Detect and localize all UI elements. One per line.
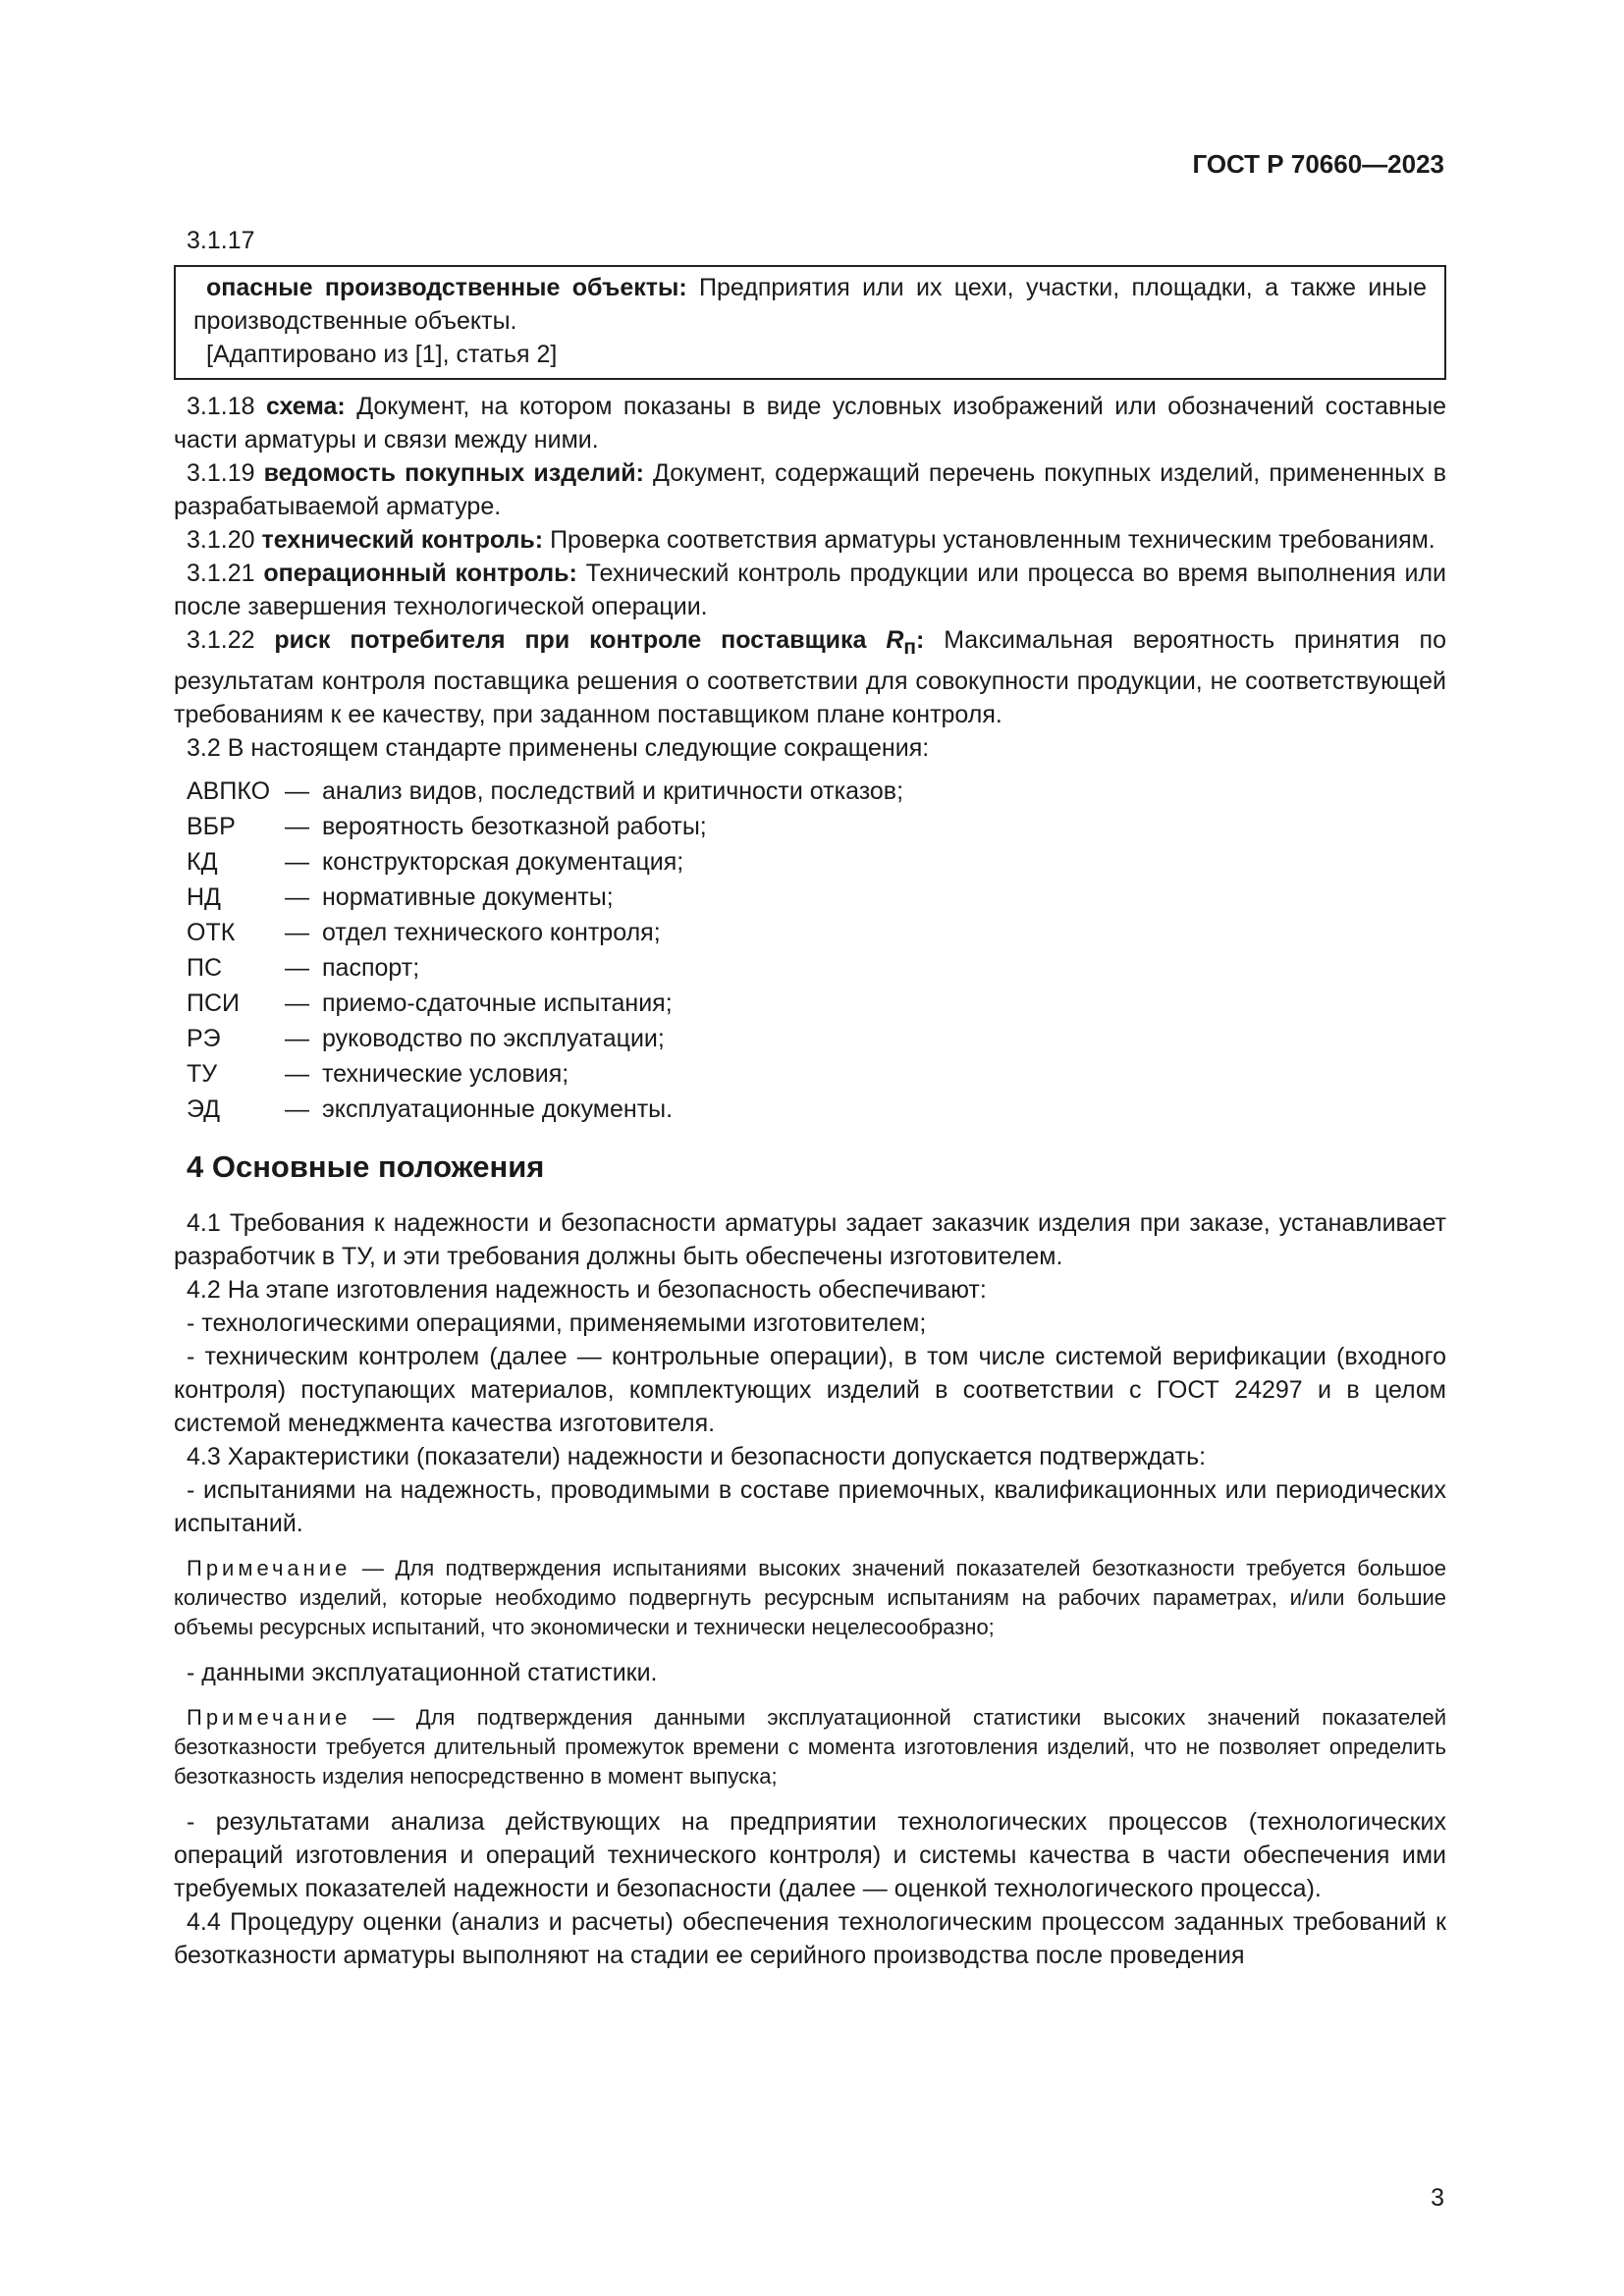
clause-num: 3.1.21: [187, 560, 264, 587]
clause-number-3-1-17: 3.1.17: [187, 227, 255, 254]
abbr-dash: —: [285, 954, 309, 982]
abbr-meaning: паспорт;: [322, 954, 420, 982]
abbr-meaning: отдел технического контроля;: [322, 919, 661, 946]
abbr-dash: —: [285, 1095, 309, 1123]
abbreviation-item: [187, 1093, 1446, 1126]
clause-4-3: 4.3 Характеристики (показатели) надежности и безопасности допускается подтверждать:: [187, 1443, 1207, 1470]
risk-subscript: п: [903, 636, 916, 659]
list-item: - результатами анализа действующих на предприятии технологических процессов (технологических операций изготовления и операций технического контроля) и системы качества в части обеспечения ими требуемых показателей надежности и безопасности (далее — оценкой технологического процесса).: [174, 1808, 1446, 1902]
abbreviation-item: [187, 916, 1446, 949]
abbr-code: ПСИ: [187, 989, 240, 1017]
section-heading: 4 Основные положения: [187, 1149, 545, 1184]
term: технический контроль:: [261, 526, 544, 554]
abbr-dash: —: [285, 1025, 309, 1052]
abbr-dash: —: [285, 989, 309, 1017]
abbr-meaning: руководство по эксплуатации;: [322, 1025, 665, 1052]
note: [174, 1703, 1446, 1791]
abbreviation-item: [187, 845, 1446, 879]
clause-num: 3.1.20: [187, 526, 262, 554]
abbr-code: АВПКО: [187, 777, 271, 805]
abbr-meaning: нормативные документы;: [322, 883, 614, 911]
definition: Предприятия или их цехи, участки, площадки, а также иные производственные объекты.: [193, 274, 1427, 335]
abbr-dash: —: [285, 813, 309, 840]
abbreviation-item: [187, 881, 1446, 914]
abbr-meaning: эксплуатационные документы.: [322, 1095, 674, 1123]
clause-3-1-19: [174, 456, 1446, 523]
abbr-meaning: приемо-сдаточные испытания;: [322, 989, 673, 1017]
abbreviation-item: [187, 810, 1446, 843]
clause-4-4: 4.4 Процедуру оценки (анализ и расчеты) обеспечения технологическим процессом заданных требований к безотказности арматуры выполняют на стадии ее серийного производства после проведения: [174, 1908, 1446, 1969]
abbr-meaning: анализ видов, последствий и критичности отказов;: [322, 777, 904, 805]
risk-symbol: R: [886, 626, 904, 654]
abbreviation-list: [174, 774, 1446, 1126]
page-number: 3: [1431, 2184, 1444, 2212]
abbr-code: ПС: [187, 954, 223, 982]
abbreviation-item: [187, 1057, 1446, 1091]
abbr-meaning: вероятность безотказной работы;: [322, 813, 707, 840]
definition-source: [Адаптировано из [1], статья 2]: [206, 341, 558, 368]
clause-num: 3.1.22: [187, 626, 275, 654]
abbr-meaning: технические условия;: [322, 1060, 569, 1088]
clause-num: 3.1.19: [187, 459, 264, 487]
term: схема:: [265, 393, 346, 420]
abbr-code: ОТК: [187, 919, 236, 946]
definition-text: [193, 271, 1427, 338]
clause-4-2: 4.2 На этапе изготовления надежность и безопасность обеспечивают:: [187, 1276, 987, 1304]
clause-3-1-20: [174, 523, 1446, 557]
abbr-dash: —: [285, 848, 309, 876]
list-item: - испытаниями на надежность, проводимыми в составе приемочных, квалификационных или периодических испытаний.: [174, 1476, 1446, 1537]
abbr-code: КД: [187, 848, 218, 876]
note-text: — Для подтверждения данными эксплуатационной статистики высоких значений показателей безотказности требуется длительный промежуток времени с момента изготовления изделий, что не позволяет определить безотказность изделия непосредственно в момент выпуска;: [174, 1705, 1446, 1789]
abbreviation-item: [187, 774, 1446, 808]
clause-3-1-21: [174, 557, 1446, 623]
clause-text: Технический контроль продукции или процесса во время выполнения или после завершения технологической операции.: [174, 560, 1447, 620]
clause-4-1: 4.1 Требования к надежности и безопасности арматуры задает заказчик изделия при заказе, устанавливает разработчик в ТУ, и эти требования должны быть обеспечены изготовителем.: [174, 1209, 1446, 1270]
clause-3-2: 3.2 В настоящем стандарте применены следующие сокращения:: [187, 734, 930, 762]
clause-text: Документ, содержащий перечень покупных изделий, примененных в разрабатываемой арматуре.: [174, 459, 1447, 520]
abbr-code: ЭД: [187, 1095, 221, 1123]
clause-3-1-18: [174, 390, 1446, 456]
term: операционный контроль:: [263, 560, 577, 587]
abbreviation-item: [187, 1022, 1446, 1055]
term: риск потребителя при контроле поставщика: [274, 626, 887, 654]
note-label: Примечание: [187, 1705, 352, 1730]
definition-box: [174, 265, 1446, 380]
note: [174, 1554, 1446, 1642]
abbr-dash: —: [285, 919, 309, 946]
term: опасные производственные объекты:: [206, 274, 687, 301]
clause-3-1-22: [174, 623, 1446, 731]
note-label: Примечание: [187, 1556, 352, 1580]
abbr-code: ВБР: [187, 813, 236, 840]
abbr-code: РЭ: [187, 1025, 221, 1052]
term: ведомость покупных изделий:: [263, 459, 644, 487]
abbr-dash: —: [285, 883, 309, 911]
abbr-dash: —: [285, 1060, 309, 1088]
note-text: — Для подтверждения испытаниями высоких значений показателей безотказности требуется большое количество изделий, которые необходимо подвергнуть ресурсным испытаниям на рабочих параметрах, и/или большие объемы ресурсных испытаний, что экономически и технически нецелесообразно;: [174, 1556, 1446, 1639]
clause-text: Проверка соответствия арматуры установленным техническим требованиям.: [543, 526, 1435, 554]
abbr-meaning: конструкторская документация;: [322, 848, 684, 876]
list-item: - данными эксплуатационной статистики.: [187, 1659, 658, 1686]
abbr-code: НД: [187, 883, 221, 911]
clause-num: 3.1.18: [187, 393, 266, 420]
list-item: - техническим контролем (далее — контрольные операции), в том числе системой верификации (входного контроля) поступающих материалов, комплектующих изделий в соответствии с ГОСТ 24297 и в целом системой менеджмента качества изготовителя.: [174, 1343, 1446, 1437]
abbreviation-item: [187, 951, 1446, 985]
list-item: - технологическими операциями, применяемыми изготовителем;: [187, 1309, 927, 1337]
clause-text: Документ, на котором показаны в виде условных изображений или обозначений составные части арматуры и связи между ними.: [174, 393, 1447, 454]
term-colon: :: [916, 626, 925, 654]
abbr-code: ТУ: [187, 1060, 218, 1088]
clause-text: Максимальная вероятность принятия по результатам контроля поставщика решения о соответствии для совокупности продукции, не соответствующей требованиям к ее качеству, при заданном поставщиком плане контроля.: [174, 626, 1446, 728]
page-body: [174, 224, 1446, 1972]
abbreviation-item: [187, 987, 1446, 1020]
document-header: ГОСТ Р 70660—2023: [1192, 149, 1444, 179]
abbr-dash: —: [285, 777, 309, 805]
